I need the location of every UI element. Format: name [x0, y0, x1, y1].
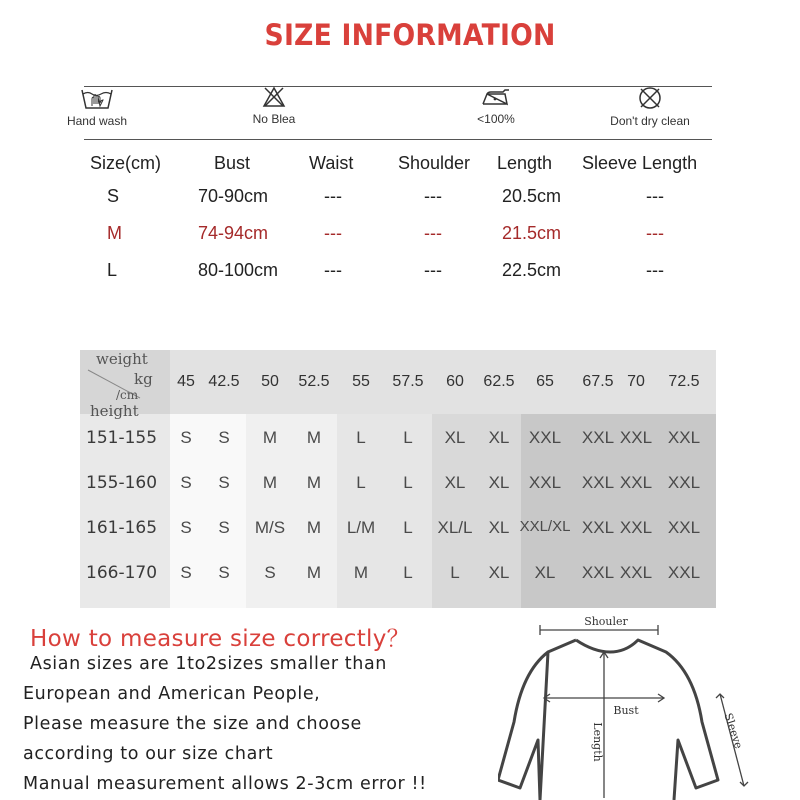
- care-no-dry-clean: [590, 86, 710, 128]
- grid-weight-header: 42.5: [208, 373, 240, 390]
- bust-label: Bust: [613, 704, 639, 717]
- grid-weight-header: 55: [352, 373, 370, 390]
- length-label: Length: [591, 722, 604, 762]
- size-table-cell: ---: [324, 186, 342, 206]
- grid-size-cell: L: [403, 563, 413, 582]
- grid-weight-header: 50: [261, 373, 279, 390]
- corner-cm-label: /cm: [116, 388, 139, 402]
- size-table-cell: L: [107, 260, 118, 280]
- grid-size-cell: XXL: [581, 428, 615, 447]
- grid-weight-header: 57.5: [392, 373, 424, 390]
- grid-size-cell: M: [306, 473, 322, 492]
- size-table-header: Bust: [214, 153, 251, 173]
- grid-size-cell: M: [262, 473, 278, 492]
- grid-height-label: 166-170: [86, 563, 158, 583]
- size-table-cell: ---: [324, 223, 342, 243]
- how-to-measure-title: How to measure size correctly？: [30, 626, 410, 652]
- size-table-cell: ---: [324, 260, 342, 280]
- how-to-line: according to our size chart: [23, 744, 274, 764]
- grid-size-cell: S: [180, 428, 192, 447]
- size-table-cell: 22.5cm: [502, 260, 562, 280]
- grid-size-cell: XL/L: [437, 518, 473, 537]
- grid-size-cell: M: [353, 563, 369, 582]
- size-table-header: Waist: [309, 153, 354, 173]
- size-table-header: Size(cm): [90, 153, 161, 173]
- measurement-diagram: [498, 612, 760, 800]
- grid-size-cell: XXL: [667, 428, 701, 447]
- grid-size-cell: L: [403, 518, 413, 537]
- grid-weight-header: 45: [177, 373, 195, 390]
- grid-size-cell: XL: [444, 473, 466, 492]
- grid-size-cell: XXL: [581, 473, 615, 492]
- size-table-cell: 80-100cm: [198, 260, 279, 280]
- grid-size-cell: M: [306, 563, 322, 582]
- grid-size-cell: XXL: [667, 473, 701, 492]
- size-table-cell: ---: [646, 260, 664, 280]
- care-label: <100%: [477, 112, 515, 126]
- grid-size-cell: XXL: [581, 518, 615, 537]
- sleeve-label: Sleeve: [721, 711, 746, 751]
- grid-size-cell: S: [180, 518, 192, 537]
- grid-size-cell: XXL: [619, 428, 653, 447]
- no-dry-clean-icon: [637, 86, 663, 110]
- grid-size-cell: L: [403, 428, 413, 447]
- grid-size-cell: L: [356, 428, 366, 447]
- grid-size-cell: M: [306, 428, 322, 447]
- grid-size-cell: XXL: [619, 473, 653, 492]
- size-table-cell: S: [107, 186, 120, 206]
- size-table-cell: 21.5cm: [502, 223, 562, 243]
- shoulder-label: Shouler: [584, 615, 628, 628]
- care-iron: [436, 86, 556, 126]
- grid-size-cell: XL: [444, 428, 466, 447]
- no-bleach-icon: [262, 86, 286, 108]
- grid-size-cell: M/S: [254, 518, 286, 537]
- grid-size-cell: S: [218, 518, 230, 537]
- grid-size-cell: XXL: [667, 518, 701, 537]
- grid-size-cell: XXL: [581, 563, 615, 582]
- corner-kg-label: kg: [134, 370, 153, 388]
- grid-size-cell: M: [262, 428, 278, 447]
- care-no-bleach: [214, 86, 334, 126]
- grid-size-cell: XL: [488, 428, 510, 447]
- grid-size-cell: L/M: [346, 518, 376, 537]
- size-table-cell: ---: [646, 223, 664, 243]
- grid-height-label: 161-165: [86, 518, 158, 538]
- size-table-cell: 70-90cm: [198, 186, 269, 206]
- care-label: No Blea: [252, 112, 296, 126]
- grid-weight-header: 65: [536, 373, 554, 390]
- iron-icon: [479, 86, 513, 108]
- size-table-cell: 74-94cm: [198, 223, 269, 243]
- grid-weight-header: 72.5: [668, 373, 700, 390]
- how-to-line: Manual measurement allows 2-3cm error !!: [23, 774, 427, 794]
- grid-size-cell: XL: [534, 563, 556, 582]
- grid-weight-header: 67.5: [582, 373, 614, 390]
- grid-size-cell: S: [264, 563, 276, 582]
- corner-weight-label: weight: [96, 350, 148, 368]
- weight-height-grid: [80, 350, 716, 608]
- grid-size-cell: XL: [488, 518, 510, 537]
- grid-size-cell: S: [180, 473, 192, 492]
- care-label: Hand wash: [66, 114, 128, 128]
- grid-size-cell: L: [403, 473, 413, 492]
- grid-size-cell: L: [450, 563, 460, 582]
- care-hand-wash: [37, 86, 157, 128]
- grid-size-cell: XXL: [528, 428, 562, 447]
- corner-height-label: height: [90, 402, 139, 420]
- size-table-cell: ---: [424, 223, 442, 243]
- grid-size-cell: S: [218, 473, 230, 492]
- grid-size-cell: S: [218, 428, 230, 447]
- grid-weight-header: 60: [446, 373, 464, 390]
- grid-size-cell: XXL: [619, 518, 653, 537]
- size-table-cell: ---: [646, 186, 664, 206]
- size-table-cell: ---: [424, 260, 442, 280]
- grid-height-label: 155-160: [86, 473, 158, 493]
- care-label: Don't dry clean: [610, 114, 690, 128]
- how-to-line: Asian sizes are 1to2sizes smaller than: [30, 654, 387, 674]
- grid-size-cell: XXL: [667, 563, 701, 582]
- size-table-cell: M: [107, 223, 122, 243]
- size-table-header: Shoulder: [398, 153, 471, 173]
- size-table-cell: ---: [424, 186, 442, 206]
- size-table-header: Sleeve Length: [582, 153, 698, 173]
- grid-weight-header: 70: [627, 373, 645, 390]
- page-title: SIZE INFORMATION: [264, 18, 556, 52]
- how-to-line: Please measure the size and choose: [23, 714, 362, 734]
- grid-size-cell: M: [306, 518, 322, 537]
- grid-size-cell: XL: [488, 473, 510, 492]
- grid-size-cell: XXL: [528, 473, 562, 492]
- size-table-cell: 20.5cm: [502, 186, 562, 206]
- hand-wash-icon: [80, 86, 114, 110]
- grid-size-cell: XXL/XL: [519, 518, 571, 535]
- grid-size-cell: S: [218, 563, 230, 582]
- grid-size-cell: L: [356, 473, 366, 492]
- size-table-header: Length: [497, 153, 553, 173]
- grid-height-label: 151-155: [86, 428, 158, 448]
- care-bottom-divider: [84, 139, 712, 140]
- grid-weight-header: 52.5: [298, 373, 330, 390]
- grid-size-cell: XXL: [619, 563, 653, 582]
- grid-weight-header: 62.5: [483, 373, 515, 390]
- how-to-line: European and American People,: [23, 684, 321, 704]
- grid-size-cell: S: [180, 563, 192, 582]
- grid-size-cell: XL: [488, 563, 510, 582]
